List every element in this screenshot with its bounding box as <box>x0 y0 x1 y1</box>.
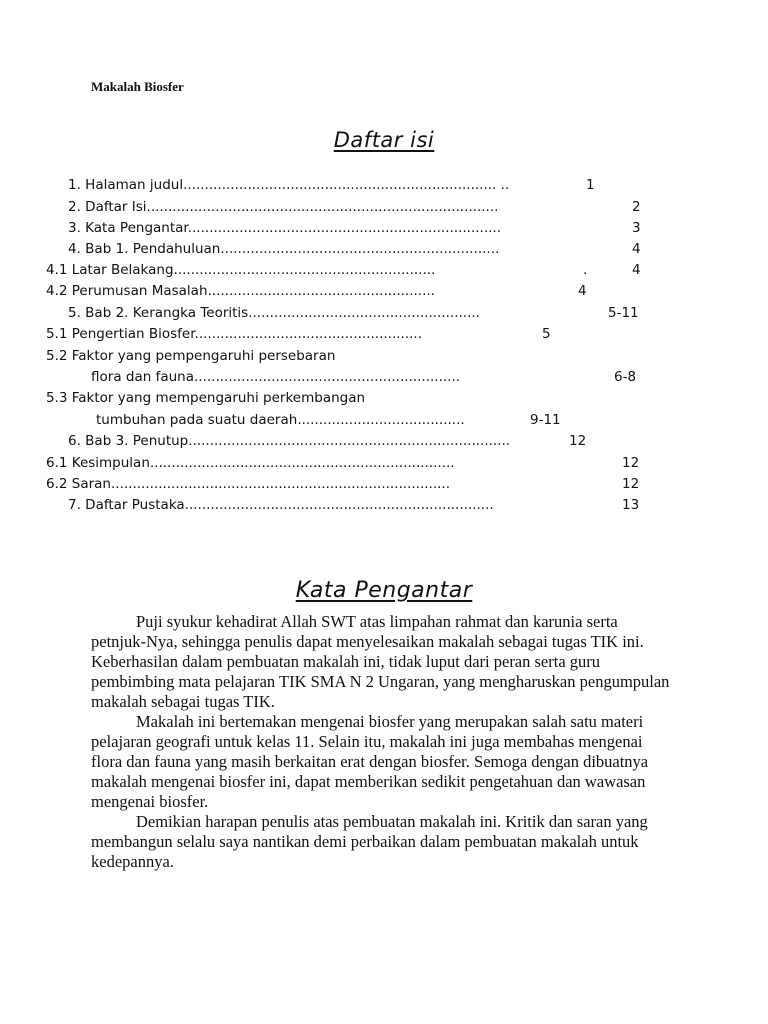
toc-leader: ......................................................................... <box>187 220 501 236</box>
toc-entry-label: 6. Bab 3. Penutup <box>68 433 189 449</box>
toc-entry-label: 7. Daftar Pustaka <box>68 497 185 513</box>
toc-entry <box>68 304 480 322</box>
toc-entry <box>46 475 450 493</box>
toc-page-number: 12 <box>622 476 640 492</box>
preface-paragraph: Makalah ini bertemakan mengenai biosfer yang merupakan salah satu materi pelajaran geografi untuk kelas 11. Selain itu, makalah ini juga membahas mengenai flora dan fauna yang masih berkaitan erat dengan biosfer. Semoga dengan dibuatnya makalah mengenai biosfer ini, dapat memberikan sedikit pengetahuan dan wawasan mengenai biosfer. <box>91 712 649 811</box>
toc-entry-label: 4.1 Latar Belakang <box>46 262 174 278</box>
toc-entry <box>46 454 455 472</box>
toc-entry-label: 5.2 Faktor yang pempengaruhi persebaran <box>46 348 336 364</box>
toc-entry <box>46 261 435 279</box>
toc-page-number: 6-8 <box>614 369 637 385</box>
toc-stray-dot: . <box>583 262 588 278</box>
preface-body <box>91 612 675 872</box>
toc-leader: ......................................................................... .. <box>183 177 510 193</box>
toc-page-number: 5-11 <box>608 305 639 321</box>
toc-leader: ....................................................................... <box>149 455 455 471</box>
toc-page-number: 4 <box>632 241 641 257</box>
toc-entry <box>68 176 509 194</box>
toc-leader: ................................................................. <box>220 241 500 257</box>
toc-leader: ........................................................................... <box>188 433 511 449</box>
toc-leader: .................................................................................. <box>146 199 499 215</box>
toc-page-number: 13 <box>622 497 640 513</box>
toc-entry-label: tumbuhan pada suatu daerah <box>96 412 298 428</box>
toc-leader: ...................................................... <box>248 305 480 321</box>
toc-entry-label: 6.1 Kesimpulan <box>46 455 150 471</box>
toc-entry-continued <box>91 368 460 386</box>
toc-entry-label: 4.2 Perumusan Masalah <box>46 283 208 299</box>
toc-page-number: 5 <box>542 326 551 342</box>
toc-entry <box>68 496 494 514</box>
toc-entry <box>68 219 501 237</box>
toc-entry-label: flora dan fauna <box>91 369 194 385</box>
toc-leader: ....................................... <box>297 412 465 428</box>
toc-leader: .............................................................. <box>193 369 461 385</box>
toc-leader: ............................................................................... <box>110 476 450 492</box>
toc-entry-label: 5. Bab 2. Kerangka Teoritis <box>68 305 249 321</box>
toc-page-number: 2 <box>632 199 641 215</box>
toc-leader: ..................................................... <box>207 283 435 299</box>
toc-entry-label: 5.3 Faktor yang mempengaruhi perkembangan <box>46 390 366 406</box>
toc-entry-label: 5.1 Pengertian Biosfer <box>46 326 195 342</box>
toc-page-number: 9-11 <box>530 412 561 428</box>
preface-paragraph: Puji syukur kehadirat Allah SWT atas limpahan rahmat dan karunia serta petnjuk-Nya, sehingga penulis dapat menyelesaikan makalah sebagai tugas TIK ini. Keberhasilan dalam pembuatan makalah ini, tidak luput dari peran serta guru pembimbing mata pelajaran TIK SMA N 2 Ungaran, yang mengharuskan pengumpulan makalah sebagai tugas TIK. <box>91 612 670 711</box>
toc-page-number: 4 <box>578 283 587 299</box>
toc-page-number: 3 <box>632 220 641 236</box>
toc-leader: ............................................................. <box>173 262 436 278</box>
toc-title: Daftar isi <box>333 128 435 152</box>
toc-page-number: 12 <box>622 455 640 471</box>
toc-entry <box>46 347 335 365</box>
toc-entry-label: 3. Kata Pengantar <box>68 220 188 236</box>
toc-entry <box>46 325 422 343</box>
toc-entry-continued <box>96 411 465 429</box>
toc-entry <box>46 282 435 300</box>
toc-leader: ........................................................................ <box>184 497 494 513</box>
preface-title: Kata Pengantar <box>295 578 473 603</box>
toc-leader: ..................................................... <box>194 326 422 342</box>
toc-entry <box>68 198 498 216</box>
toc-page-number: 1 <box>586 177 595 193</box>
toc-entry <box>68 240 499 258</box>
toc-entry <box>68 432 510 450</box>
document-header: Makalah Biosfer <box>91 79 184 94</box>
preface-paragraph: Demikian harapan penulis atas pembuatan makalah ini. Kritik dan saran yang membangun selalu saya nantikan demi perbaikan dalam pembuatan makalah untuk kedepannya. <box>91 812 648 871</box>
toc-entry-label: 6.2 Saran <box>46 476 111 492</box>
toc-entry-label: 4. Bab 1. Pendahuluan <box>68 241 221 257</box>
toc-entry-label: 1. Halaman judul <box>68 177 184 193</box>
toc-page-number: 12 <box>569 433 587 449</box>
toc-entry-label: 2. Daftar Isi <box>68 199 147 215</box>
toc-page-number: 4 <box>632 262 641 278</box>
toc-entry <box>46 389 365 407</box>
